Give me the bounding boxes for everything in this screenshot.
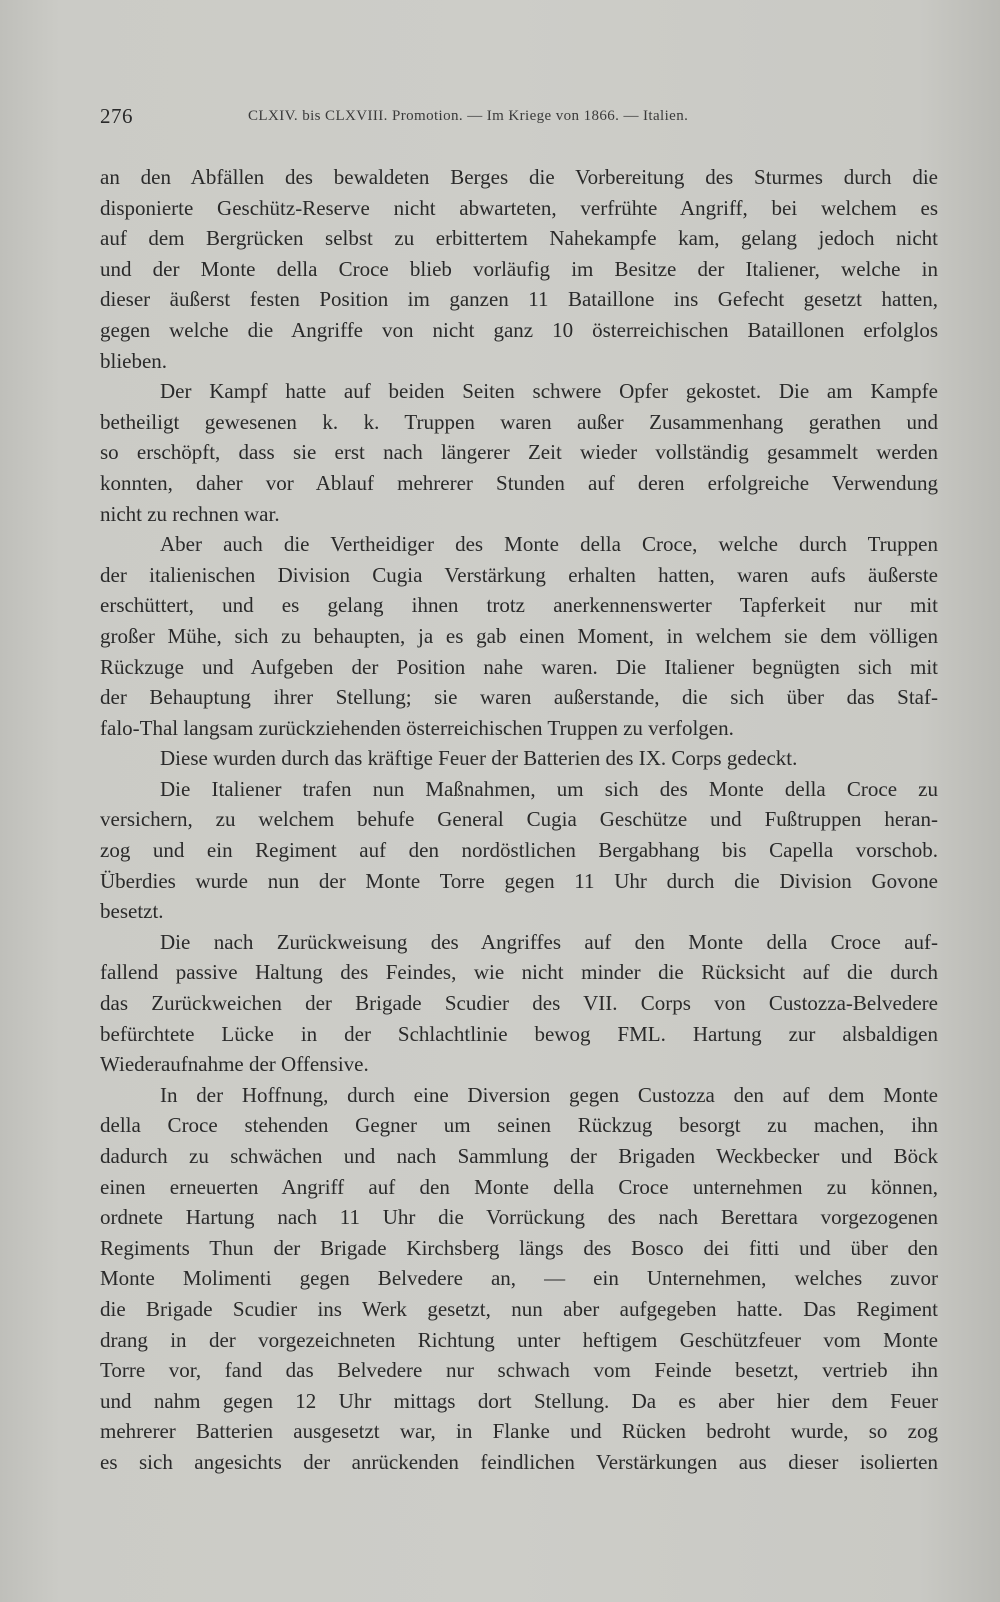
text-line: fallend passive Haltung des Feindes, wie nicht minder die Rücksicht auf die durch [100,960,938,985]
text-line: Die nach Zurückweisung des Angriffes auf den Monte della Croce auf- [160,929,938,954]
text-line: erschüttert, und es gelang ihnen trotz anerkennenswerter Tapferkeit nur mit [100,593,938,618]
text-line: betheiligt gewesenen k. k. Truppen waren außer Zusammenhang gerathen und [100,409,938,434]
text-line: Der Kampf hatte auf beiden Seiten schwere Opfer gekostet. Die am Kampfe [160,379,938,404]
text-line: falo-Thal langsam zurückziehenden österreichischen Truppen zu verfolgen. [100,715,734,740]
text-line: die Brigade Scudier ins Werk gesetzt, nun aber aufgegeben hatte. Das Regiment [100,1296,938,1321]
text-line: Regiments Thun der Brigade Kirchsberg längs des Bosco dei fitti und über den [100,1235,938,1260]
body-text [100,162,938,1478]
text-line: gegen welche die Angriffe von nicht ganz 10 österreichischen Bataillonen erfolglos [100,317,938,342]
text-line: besetzt. [100,899,164,924]
text-line: Torre vor, fand das Belvedere nur schwach vom Feinde besetzt, vertrieb ihn [100,1358,938,1383]
text-line: Überdies wurde nun der Monte Torre gegen 11 Uhr durch die Division Govone [100,868,938,893]
text-line: versichern, zu welchem behufe General Cugia Geschütze und Fußtruppen heran- [100,807,938,832]
text-line: nicht zu rechnen war. [100,501,280,526]
text-line: dieser äußerst festen Position im ganzen 11 Bataillone ins Gefecht gesetzt hatten, [100,287,938,312]
text-line: In der Hoffnung, durch eine Diversion gegen Custozza den auf dem Monte [160,1082,938,1107]
text-line: mehrerer Batterien ausgesetzt war, in Flanke und Rücken bedroht wurde, so zog [100,1419,938,1444]
text-line: der Behauptung ihrer Stellung; sie waren außerstande, die sich über das Staf- [100,685,938,710]
text-line: della Croce stehenden Gegner um seinen Rückzug besorgt zu machen, ihn [100,1113,938,1138]
text-line: an den Abfällen des bewaldeten Berges die Vorbereitung des Sturmes durch die [100,165,938,189]
text-line: konnten, daher vor Ablauf mehrerer Stunden auf deren erfolgreiche Verwendung [100,470,938,495]
page-header [100,104,822,130]
text-line: der italienischen Division Cugia Verstärkung erhalten hatten, waren aufs äußerste [100,562,938,587]
text-line: und der Monte della Croce blieb vorläufig im Besitze der Italiener, welche in [100,256,938,281]
text-line: und nahm gegen 12 Uhr mittags dort Stellung. Da es aber hier dem Feuer [100,1388,938,1413]
text-line: großer Mühe, sich zu behaupten, ja es gab einen Moment, in welchem sie dem völligen [100,623,938,648]
text-line: Monte Molimenti gegen Belvedere an, — ein Unternehmen, welches zuvor [100,1266,938,1291]
text-line: auf dem Bergrücken selbst zu erbittertem Nahekampfe kam, gelang jedoch nicht [100,226,938,251]
text-line: Diese wurden durch das kräftige Feuer der Batterien des IX. Corps gedeckt. [160,746,798,771]
page-number: 276 [100,104,133,128]
text-line: das Zurückweichen der Brigade Scudier des VII. Corps von Custozza-Belvedere [100,991,938,1016]
text-line: Die Italiener trafen nun Maßnahmen, um sich des Monte della Croce zu [160,776,938,801]
text-line: disponierte Geschütz-Reserve nicht abwarteten, verfrühte Angriff, bei welchem es [100,195,938,220]
text-line: ordnete Hartung nach 11 Uhr die Vorrückung des nach Berettara vorgezogenen [100,1205,938,1230]
text-line: dadurch zu schwächen und nach Sammlung der Brigaden Weckbecker und Böck [100,1144,938,1168]
text-line: Wiederaufnahme der Offensive. [100,1052,369,1077]
text-line: es sich angesichts der anrückenden feindlichen Verstärkungen aus dieser isolierten [100,1449,938,1474]
text-line: Rückzuge und Aufgeben der Position nahe waren. Die Italiener begnügten sich mit [100,654,938,679]
text-line: zog und ein Regiment auf den nordöstlichen Bergabhang bis Capella vorschob. [100,838,938,863]
text-line: drang in der vorgezeichneten Richtung unter heftigem Geschützfeuer vom Monte [100,1327,938,1352]
text-line: befürchtete Lücke in der Schlachtlinie bewog FML. Hartung zur alsbaldigen [100,1021,938,1046]
text-line: Aber auch die Vertheidiger des Monte della Croce, welche durch Truppen [160,532,938,557]
text-line: so erschöpft, dass sie erst nach längerer Zeit wieder vollständig gesammelt werden [100,440,938,465]
running-head: CLXIV. bis CLXVIII. Promotion. — Im Kriege von 1866. — Italien. [248,108,689,124]
text-line: einen erneuerten Angriff auf den Monte della Croce unternehmen zu können, [100,1174,938,1199]
text-line: blieben. [100,348,168,373]
